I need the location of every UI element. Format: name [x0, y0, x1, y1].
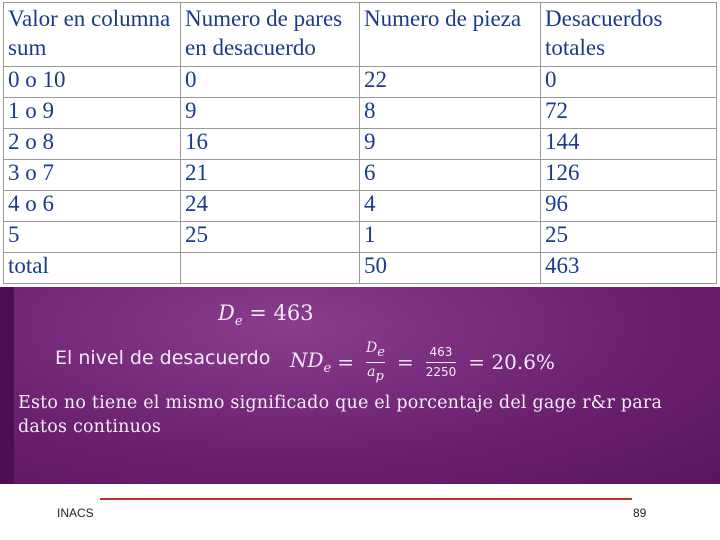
table-cell: 96	[541, 191, 717, 222]
footer-rule	[100, 498, 632, 500]
table-cell: 24	[181, 191, 360, 222]
panel-edge	[0, 287, 14, 484]
table-cell: 22	[360, 67, 541, 98]
table-cell: 1	[360, 222, 541, 253]
table-row	[4, 67, 717, 98]
formula-nde: $ND_e$ = $\frac{D_e}{a_p}$ = $\frac{463}{2250}$ = 20.6%	[290, 339, 555, 384]
formula-panel	[0, 287, 720, 484]
header-valor: Valor en columna sum	[4, 3, 181, 67]
fraction-463-2250: $\frac{463}{2250}$	[425, 344, 457, 379]
table-cell: 50	[360, 253, 541, 284]
footer-org: INACS	[57, 506, 94, 520]
formula-de: $D_e = 463$	[218, 301, 314, 330]
table-cell: 0	[181, 67, 360, 98]
fraction-de-ap: $\frac{D_e}{a_p}$	[366, 339, 385, 384]
table-cell: 144	[541, 129, 717, 160]
table-cell: 9	[360, 129, 541, 160]
table-cell: 5	[4, 222, 181, 253]
table-row	[4, 222, 717, 253]
table-total-row	[4, 253, 717, 284]
note-text: Esto no tiene el mismo significado que el porcentaje del gage r&r para datos continuos	[18, 393, 663, 437]
header-desacuerdos: Desacuerdos totales	[541, 3, 717, 67]
table-cell: total	[4, 253, 181, 284]
table-cell	[181, 253, 360, 284]
table-cell: 1 o 9	[4, 98, 181, 129]
page-number: 89	[633, 506, 647, 520]
table-cell: 25	[181, 222, 360, 253]
table-cell: 21	[181, 160, 360, 191]
table-cell: 25	[541, 222, 717, 253]
nivel-label: El nivel de desacuerdo	[55, 347, 271, 369]
table-cell: 463	[541, 253, 717, 284]
table-cell: 9	[181, 98, 360, 129]
table-row	[4, 160, 717, 191]
table-cell: 8	[360, 98, 541, 129]
table-cell: 0	[541, 67, 717, 98]
table-cell: 2 o 8	[4, 129, 181, 160]
table-cell: 0 o 10	[4, 67, 181, 98]
table-cell: 72	[541, 98, 717, 129]
table-header-row	[4, 3, 717, 67]
table-cell: 3 o 7	[4, 160, 181, 191]
table-cell: 16	[181, 129, 360, 160]
table-cell: 4 o 6	[4, 191, 181, 222]
disagreement-table	[3, 2, 717, 284]
table-row	[4, 129, 717, 160]
table-cell: 126	[541, 160, 717, 191]
table-cell: 4	[360, 191, 541, 222]
table-row	[4, 98, 717, 129]
table-row	[4, 191, 717, 222]
header-pieza: Numero de pieza	[360, 3, 541, 67]
header-pares: Numero de pares en desacuerdo	[181, 3, 360, 67]
table-cell: 6	[360, 160, 541, 191]
